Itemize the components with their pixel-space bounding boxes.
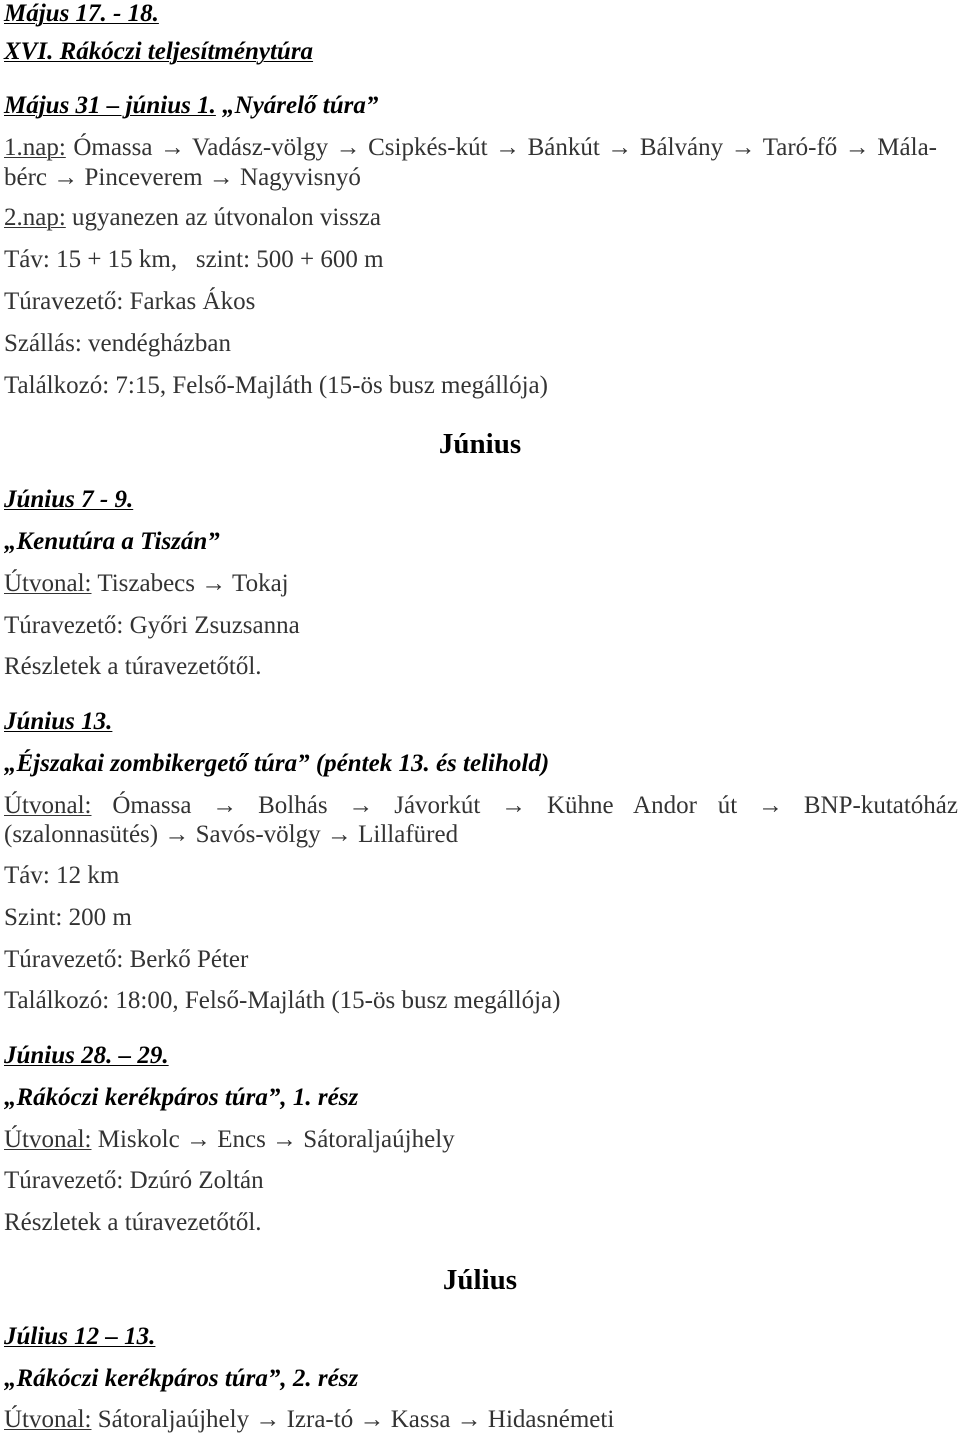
route-text: Ómassa → Bolhás → Jávorkút → Kühne Andor út → BNP-kutatóház bbox=[112, 792, 958, 819]
meeting-text: Találkozó: 7:15, Felső-Majláth (15-ös busz megállója) bbox=[4, 372, 548, 399]
route-text: Miskolc → Encs → Sátoraljaújhely bbox=[97, 1126, 455, 1153]
distance-text: Táv: 15 + 15 km, szint: 500 + 600 m bbox=[4, 246, 384, 273]
route-text: Sátoraljaújhely → Izra-tó → Kassa → Hidasnémeti bbox=[97, 1406, 615, 1433]
event-title: „Nyárelő túra” bbox=[222, 92, 379, 119]
details-text: Részletek a túravezetőtől. bbox=[4, 1209, 262, 1236]
event-title: „Éjszakai zombikergető túra” (péntek 13. és telihold) bbox=[4, 750, 550, 777]
event-date: Május 17. - 18. bbox=[4, 0, 159, 27]
leader-text: Túravezető: Farkas Ákos bbox=[4, 288, 256, 315]
route-line bbox=[4, 1407, 614, 1433]
leader-text: Túravezető: Dzúró Zoltán bbox=[4, 1167, 264, 1194]
lodging-text: Szállás: vendégházban bbox=[4, 330, 231, 357]
route-label: Útvonal: bbox=[4, 1406, 92, 1433]
event-date: Május 31 – június 1. bbox=[4, 92, 216, 119]
day1-route-line bbox=[4, 135, 937, 161]
route-line bbox=[4, 571, 289, 597]
event-title: „Kenutúra a Tiszán” bbox=[4, 528, 220, 555]
details-text: Részletek a túravezetőtől. bbox=[4, 653, 262, 680]
day1-route-line-2: bérc → Pinceverem → Nagyvisnyó bbox=[4, 164, 361, 191]
route-label: Útvonal: bbox=[4, 1126, 92, 1153]
day1-label: 1.nap: bbox=[4, 134, 66, 161]
month-heading-july: Július bbox=[442, 1264, 518, 1296]
leader-text: Túravezető: Győri Zsuzsanna bbox=[4, 612, 300, 639]
event-date: Június 7 - 9. bbox=[4, 486, 134, 513]
day2-route-line bbox=[4, 205, 381, 231]
day2-label: 2.nap: bbox=[4, 204, 66, 231]
route-line bbox=[4, 793, 958, 819]
event-title: „Rákóczi kerékpáros túra”, 2. rész bbox=[4, 1365, 359, 1392]
day1-route-text: Ómassa → Vadász-völgy → Csipkés-kút → Bánkút → Bálvány → Taró-fő → Mála- bbox=[73, 134, 937, 161]
event-heading bbox=[4, 93, 378, 119]
distance-text: Táv: 12 km bbox=[4, 862, 120, 889]
route-label: Útvonal: bbox=[4, 792, 92, 819]
event-title: „Rákóczi kerékpáros túra”, 1. rész bbox=[4, 1084, 359, 1111]
route-line-2: (szalonnasütés) → Savós-völgy → Lillafüred bbox=[4, 821, 459, 848]
leader-text: Túravezető: Berkő Péter bbox=[4, 946, 249, 973]
route-label: Útvonal: bbox=[4, 570, 92, 597]
event-date: Június 28. – 29. bbox=[4, 1042, 169, 1069]
month-heading-june: Június bbox=[438, 428, 522, 460]
event-date: Július 12 – 13. bbox=[4, 1323, 156, 1350]
meeting-text: Találkozó: 18:00, Felső-Majláth (15-ös busz megállója) bbox=[4, 987, 561, 1014]
elevation-text: Szint: 200 m bbox=[4, 904, 132, 931]
route-text: Tiszabecs → Tokaj bbox=[97, 570, 289, 597]
day2-route-text: ugyanezen az útvonalon vissza bbox=[72, 204, 381, 231]
event-date: Június 13. bbox=[4, 708, 113, 735]
route-line bbox=[4, 1127, 455, 1153]
event-title: XVI. Rákóczi teljesítménytúra bbox=[4, 38, 314, 65]
